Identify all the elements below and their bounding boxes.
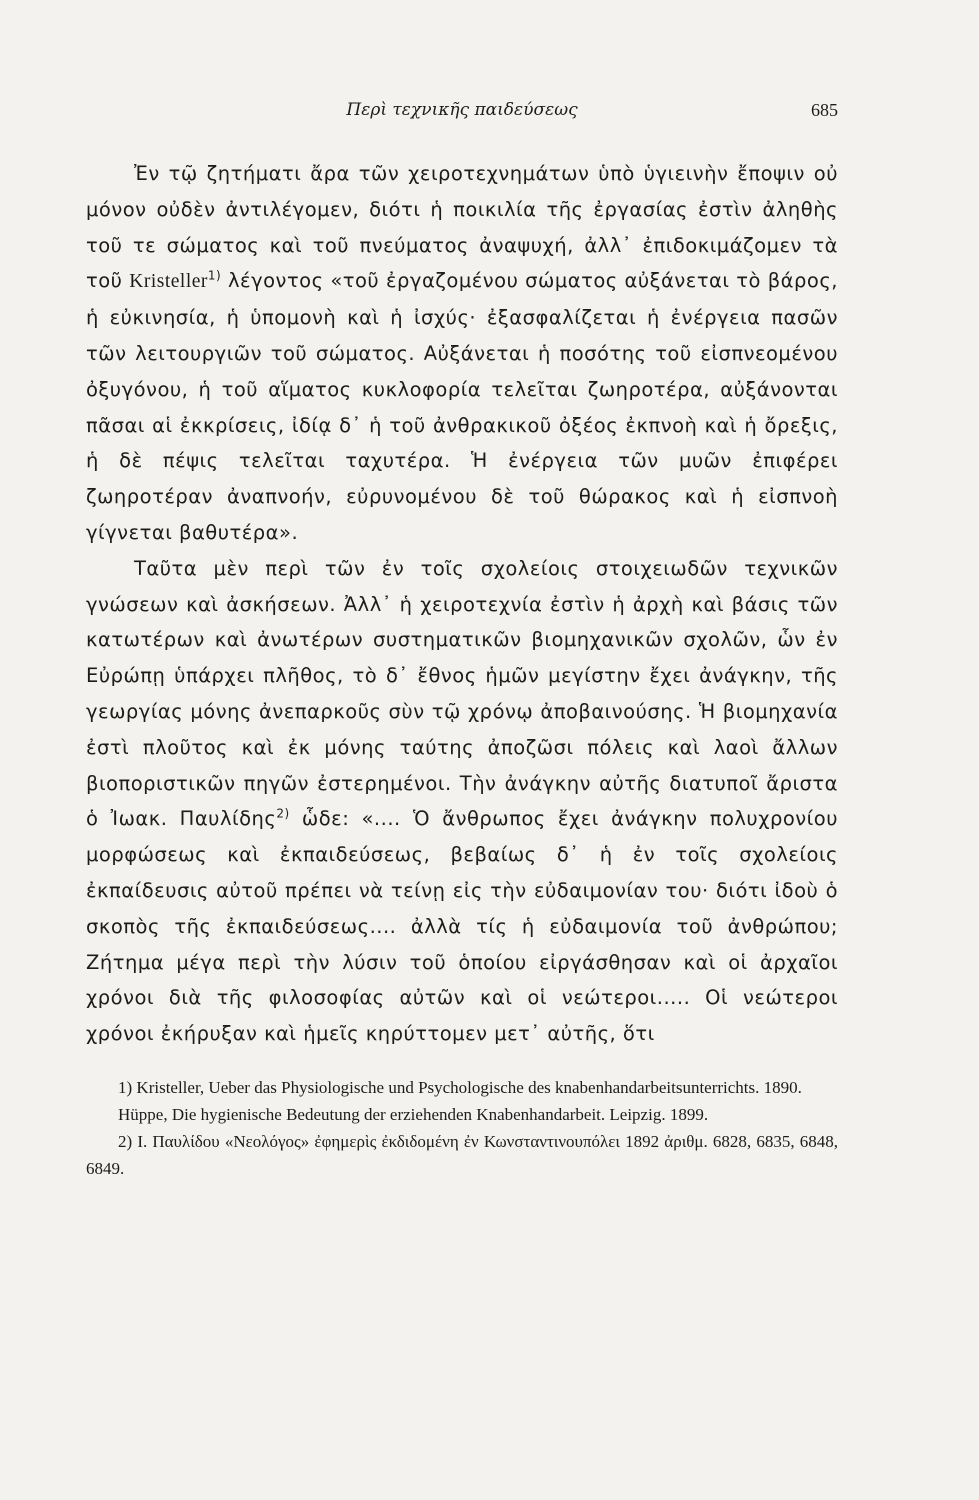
paragraph-2 bbox=[86, 551, 838, 1052]
paragraph-2-part-b: ὧδε: «.... Ὁ ἄνθρωπος ἔχει ἀνάγκην πολυχρονίου μορφώσεως καὶ ἐκπαιδεύσεως, βεβαίως δ᾽ ἡ ἐν τοῖς σχολείοις ἐκπαίδευσις αὐτοῦ πρέπει νὰ τείνῃ εἰς τὴν εὐδαιμονίαν του· διότι ἰδοὺ ὁ σκοπὸς τῆς ἐκπαιδεύσεως.... ἀλλὰ τίς ἡ εὐδαιμονία τοῦ ἀνθρώπου; Ζήτημα μέγα περὶ τὴν λύσιν τοῦ ὁποίου εἰργάσθησαν καὶ οἱ ἀρχαῖοι χρόνοι διὰ τῆς φιλοσοφίας αὐτῶν καὶ οἱ νεώτεροι..... Οἱ νεώτεροι χρόνοι ἐκήρυξαν καὶ ἡμεῖς κηρύττομεν μετ᾽ αὐτῆς, ὅτι bbox=[86, 807, 838, 1046]
running-header bbox=[86, 100, 838, 134]
paragraph-1-part-a: Ἐν τῷ ζητήματι ἄρα τῶν χειροτεχνημάτων ὑπὸ ὑγιεινὴν ἔποψιν οὐ μόνον οὐδὲν ἀντιλέγομεν, διότι ἡ ποικιλία τῆς ἐργασίας ἐστὶν ἀληθὴς τοῦ τε σώματος καὶ τοῦ πνεύματος ἀναψυχή, ἀλλ᾽ ἐπιδοκιμάζομεν τὰ τοῦ bbox=[86, 162, 838, 293]
footnote-2: 2) Ι. Παυλίδου «Νεολόγος» ἐφημερὶς ἐκδιδομένη ἐν Κωνσταντινουπόλει 1892 ἀριθμ. 6828, 6835, 6848, 6849. bbox=[86, 1131, 838, 1178]
book-page bbox=[86, 100, 838, 1182]
footnote-1-cont: Hüppe, Die hygienische Bedeutung der erziehenden Knabenhandarbeit. Leipzig. 1899. bbox=[118, 1104, 709, 1124]
author-name: Kristeller bbox=[129, 271, 208, 293]
page-number: 685 bbox=[811, 100, 838, 120]
footnotes bbox=[86, 1074, 838, 1182]
paragraph-1-part-b: λέγοντος «τοῦ ἐργαζομένου σώματος αὐξάνεται τὸ βάρος, ἡ εὐκινησία, ἡ ὑπομονὴ καὶ ἡ ἰσχύς· ἐξασφαλίζεται ἡ ἐνέργεια πασῶν τῶν λειτουργιῶν τοῦ σώματος. Αὐξάνεται ἡ ποσότης τοῦ εἰσπνεομένου ὀξυγόνου, ἡ τοῦ αἵματος κυκλοφορία τελεῖται ζωηροτέρα, αὐξάνονται πᾶσαι αἱ ἐκκρίσεις, ἰδίᾳ δ᾽ ἡ τοῦ ἀνθρακικοῦ ὀξέος ἐκπνοὴ καὶ ἡ ὄρεξις, ἡ δὲ πέψις τελεῖται ταχυτέρα. Ἡ ἐνέργεια τῶν μυῶν ἐπιφέρει ζωηροτέραν ἀναπνοήν, εὐρυνομένου δὲ τοῦ θώρακος καὶ ἡ εἰσπνοὴ γίγνεται βαθυτέρα». bbox=[86, 269, 838, 544]
running-title: Περὶ τεχνικῆς παιδεύσεως bbox=[346, 100, 578, 120]
paragraph-2-part-a: Ταῦτα μὲν περὶ τῶν ἐν τοῖς σχολείοις στοιχειωδῶν τεχνικῶν γνώσεων καὶ ἀσκήσεων. Ἀλλ᾽ ἡ χειροτεχνία ἐστὶν ἡ ἀρχὴ καὶ βάσις τῶν κατωτέρων καὶ ἀνωτέρων συστηματικῶν βιομηχανικῶν σχολῶν, ὧν ἐν Εὐρώπῃ ὑπάρχει πλῆθος, τὸ δ᾽ ἔθνος ἡμῶν μεγίστην ἔχει ἀνάγκην, τῆς γεωργίας μόνης ἀνεπαρκοῦς σὺν τῷ χρόνῳ ἀποβαινούσης. Ἡ βιομηχανία ἐστὶ πλοῦτος καὶ ἐκ μόνης ταύτης ἀποζῶσι πόλεις καὶ λαοὶ ἄλλων βιοποριστικῶν πηγῶν ἐστερημένοι. Τὴν ἀνάγκην αὐτῆς διατυποῖ ἄριστα ὁ Ἰωακ. Παυλίδης bbox=[86, 556, 838, 831]
footnote-ref-2: 2) bbox=[276, 806, 290, 821]
main-text bbox=[86, 156, 838, 1052]
footnote-ref-1: 1) bbox=[207, 268, 222, 283]
paragraph-1 bbox=[86, 156, 838, 551]
footnote-1: 1) Kristeller, Ueber das Physiologische und Psychologische des knabenhandarbeitsunterrichts. 1890. bbox=[118, 1077, 802, 1097]
